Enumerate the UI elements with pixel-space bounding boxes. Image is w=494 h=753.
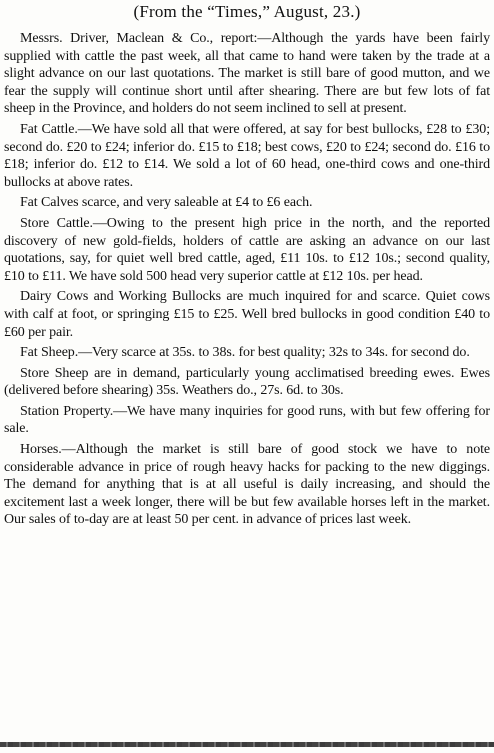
paragraph-fat-sheep: Fat Sheep.—Very scarce at 35s. to 38s. for best quality; 32s to 34s. for second do.	[20, 345, 470, 361]
paragraph-fat-cattle: Fat Cattle.—We have sold all that were offered, at say for best bullocks, £28 to £30; second do. £20 to £24; inferior do. £15 to £18; best cows, £20 to £24; second do. £16 to £18; inferior do. £12 to £14. We sold a lot of 60 head, one-third cows and one-third bullocks at above rates.	[4, 121, 490, 190]
article-body	[4, 30, 490, 532]
paragraph-store-cattle: Store Cattle.—Owing to the present high price in the north, and the reported discovery of new gold-fields, holders of cattle are asking an advance on our last quotations, say, for quiet well bred cattle, aged, £11 10s. to £12 10s.; second quality, £10 to £11. We have sold 500 head very superior cattle at £12 10s. per head.	[4, 215, 490, 284]
clipping-heading: (From the “Times,” August, 23.)	[133, 2, 361, 21]
paragraph-station-property: Station Property.—We have many inquiries for good runs, with but few offering for sale.	[4, 403, 490, 437]
paragraph-store-sheep: Store Sheep are in demand, particularly young acclimatised breeding ewes. Ewes (delivered before shearing) 35s. Weathers do., 27s. 6d. to 30s.	[4, 365, 490, 399]
column-divider-rule	[0, 742, 494, 747]
paragraph-dairy-cows: Dairy Cows and Working Bullocks are much inquired for and scarce. Quiet cows with calf at foot, or springing £15 to £25. Well bred bullocks in good condition £40 to £60 per pair.	[4, 289, 490, 340]
paragraph-fat-calves: Fat Calves scarce, and very saleable at £4 to £6 each.	[20, 195, 313, 211]
paragraph-horses: Horses.—Although the market is still bare of good stock we have to note considerable advance in price of rough heavy hacks for packing to the new diggings. The demand for anything that is at all useful is daily increasing, and should the excitement last a week longer, there will be but few available horses left in the market. Our sales of to-day are at least 50 per cent. in advance of prices last week.	[4, 442, 490, 528]
paragraph-intro: Messrs. Driver, Maclean & Co., report:—Although the yards have been fairly supplied with cattle the past week, all that came to hand were taken by the trade at a slight advance on our last quotations. The market is still bare of good mutton, and we fear the supply will continue short until after shearing. There are but few lots of fat sheep in the Province, and holders do not seem inclined to sell at present.	[4, 31, 490, 117]
